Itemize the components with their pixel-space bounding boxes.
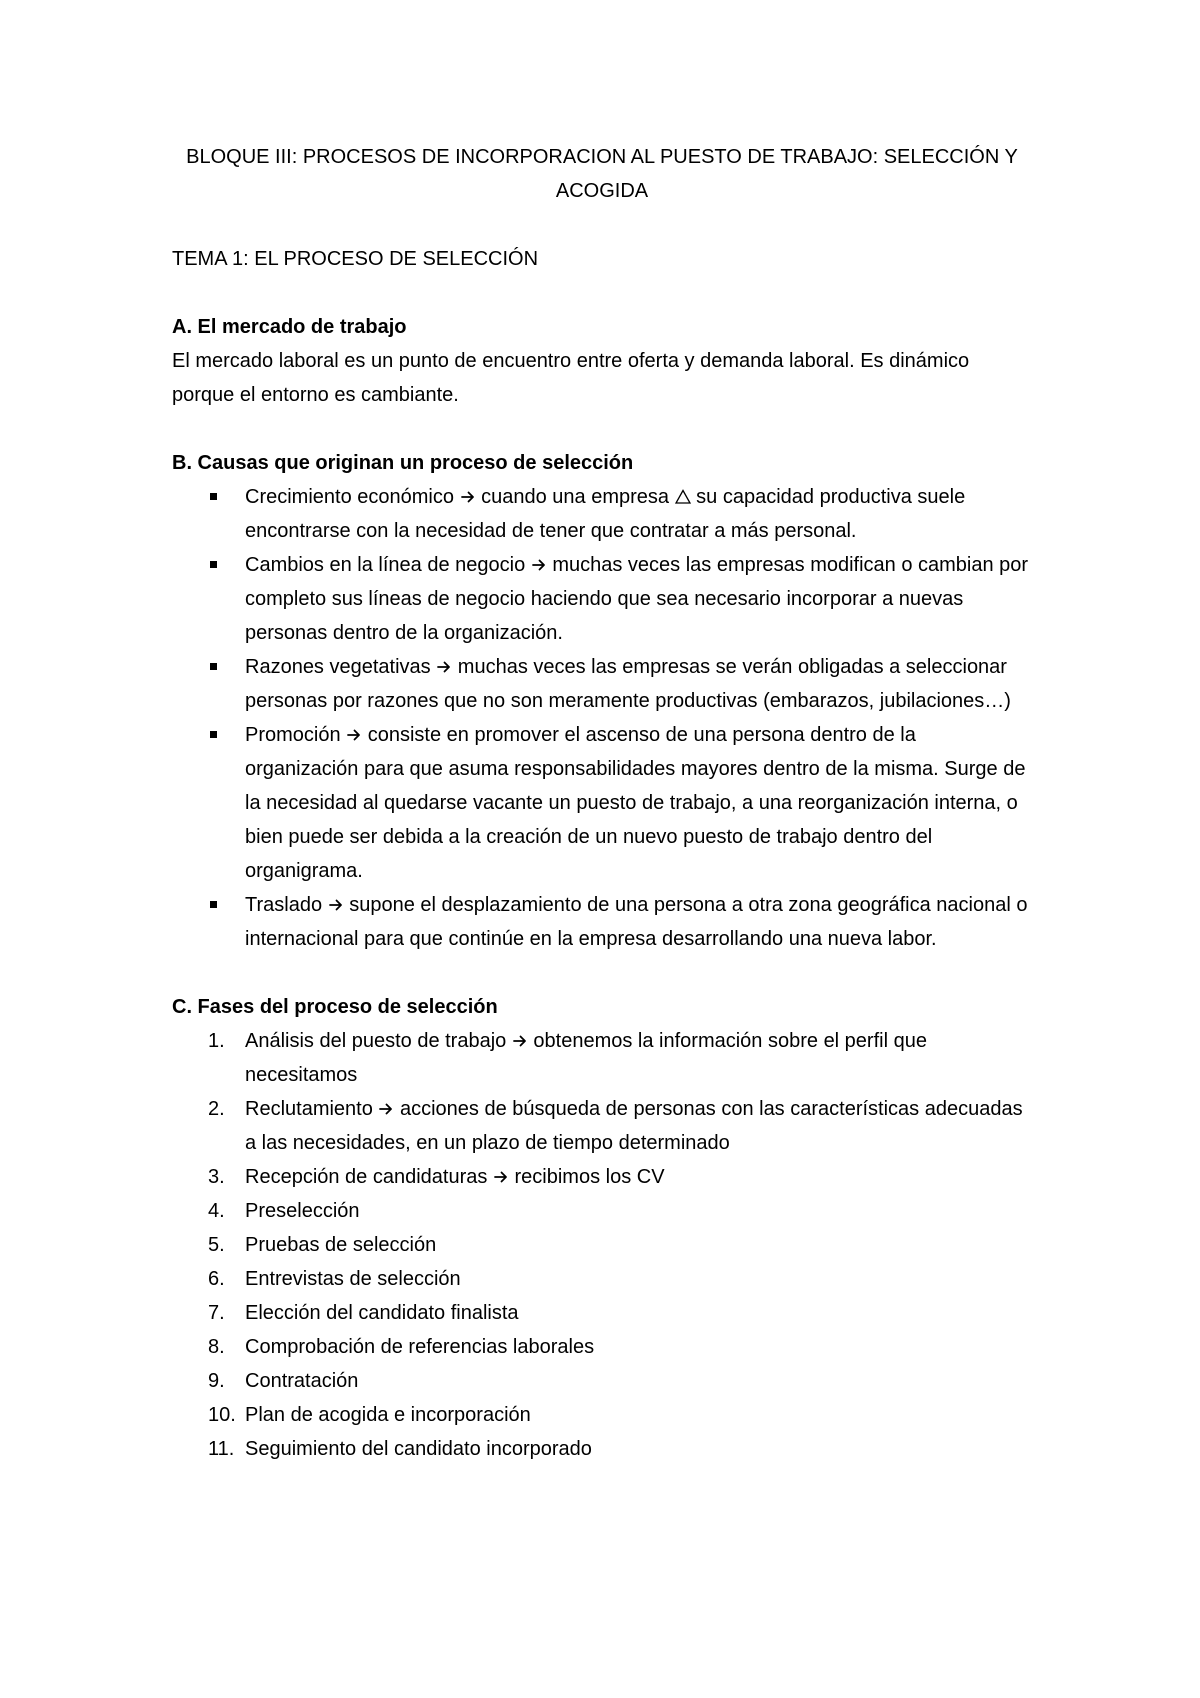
item-text: su capacidad productiva suele encontrarse con la necesidad de tener que contratar a más personal. (245, 486, 966, 542)
item-term: Reclutamiento (245, 1098, 373, 1120)
item-term: Seguimiento del candidato incorporado (245, 1438, 592, 1460)
section-c-heading: C. Fases del proceso de selección (172, 996, 498, 1018)
item-term: Comprobación de referencias laborales (245, 1336, 595, 1358)
item-term: Contratación (245, 1370, 359, 1392)
list-item (172, 1296, 1032, 1330)
item-text: supone el desplazamiento de una persona a otra zona geográfica nacional o internacional para que continúe en la empresa desarrollando una nueva labor. (245, 894, 1028, 950)
list-item (172, 480, 1032, 548)
section-a-paragraph: El mercado laboral es un punto de encuentro entre oferta y demanda laboral. Es dinámico porque el entorno es cambiante. (172, 350, 970, 406)
item-text: obtenemos la información sobre el perfil que necesitamos (245, 1030, 927, 1086)
list-item (172, 1364, 1032, 1398)
arrow-right-icon (437, 660, 451, 674)
item-term: Elección del candidato finalista (245, 1302, 519, 1324)
item-text: muchas veces las empresas se verán obligadas a seleccionar personas por razones que no son meramente productivas (embarazos, jubilaciones…) (245, 656, 1011, 712)
list-item (172, 1024, 1032, 1092)
list-item (172, 1330, 1032, 1364)
list-item (172, 1194, 1032, 1228)
section-b-heading: B. Causas que originan un proceso de selección (172, 452, 634, 474)
triangle-increase-icon (675, 489, 691, 504)
item-number: 3. (208, 1166, 225, 1188)
item-term: Promoción (245, 724, 341, 746)
tema-title: TEMA 1: EL PROCESO DE SELECCIÓN (172, 248, 539, 270)
item-number: 11. (208, 1438, 235, 1460)
document-title (172, 140, 1032, 208)
item-term: Análisis del puesto de trabajo (245, 1030, 507, 1052)
item-term: Entrevistas de selección (245, 1268, 461, 1290)
list-item (172, 1160, 1032, 1194)
square-bullet-icon (210, 493, 217, 500)
item-number: 5. (208, 1234, 225, 1256)
item-number: 1. (208, 1030, 225, 1052)
item-number: 8. (208, 1336, 225, 1358)
arrow-right-icon (513, 1034, 527, 1048)
list-item (172, 718, 1032, 888)
item-text: consiste en promover el ascenso de una persona dentro de la organización para que asuma responsabilidades mayores dentro de la misma. Surge de la necesidad al quedarse vacante un puesto de trabajo, a una reorganización interna, o bien puede ser debida a la creación de un nuevo puesto de trabajo dentro del organigrama. (245, 724, 1026, 882)
item-term: Plan de acogida e incorporación (245, 1404, 531, 1426)
item-term: Razones vegetativas (245, 656, 431, 678)
list-item (172, 650, 1032, 718)
arrow-right-icon (494, 1170, 508, 1184)
list-item (172, 1092, 1032, 1160)
phases-numbered-list (172, 1024, 1032, 1466)
item-term: Pruebas de selección (245, 1234, 437, 1256)
item-term: Traslado (245, 894, 323, 916)
list-item (172, 1228, 1032, 1262)
item-number: 10. (208, 1404, 236, 1426)
arrow-right-icon (329, 898, 343, 912)
list-item (172, 1432, 1032, 1466)
square-bullet-icon (210, 901, 217, 908)
item-number: 9. (208, 1370, 225, 1392)
section-a-heading: A. El mercado de trabajo (172, 316, 407, 338)
list-item (172, 888, 1032, 956)
document-title-line-1: BLOQUE III: PROCESOS DE INCORPORACION AL PUESTO DE TRABAJO: SELECCIÓN Y (186, 146, 1018, 168)
square-bullet-icon (210, 663, 217, 670)
list-item (172, 548, 1032, 650)
item-term: Crecimiento económico (245, 486, 454, 508)
item-text: muchas veces las empresas modifican o cambian por completo sus líneas de negocio haciendo que sea necesario incorporar a nuevas personas dentro de la organización. (245, 554, 1029, 644)
square-bullet-icon (210, 561, 217, 568)
item-text: cuando una empresa (481, 486, 670, 508)
causes-bullet-list (172, 480, 1032, 956)
item-term: Preselección (245, 1200, 360, 1222)
item-number: 7. (208, 1302, 225, 1324)
item-text: recibimos los CV (514, 1166, 665, 1188)
arrow-right-icon (379, 1102, 393, 1116)
item-term: Cambios en la línea de negocio (245, 554, 526, 576)
item-number: 6. (208, 1268, 225, 1290)
item-term: Recepción de candidaturas (245, 1166, 488, 1188)
document-content (172, 140, 1032, 1466)
document-title-line-2: ACOGIDA (555, 180, 649, 202)
item-number: 4. (208, 1200, 225, 1222)
item-text: acciones de búsqueda de personas con las características adecuadas a las necesidades, en un plazo de tiempo determinado (245, 1098, 1023, 1154)
list-item (172, 1262, 1032, 1296)
square-bullet-icon (210, 731, 217, 738)
list-item (172, 1398, 1032, 1432)
arrow-right-icon (461, 490, 475, 504)
arrow-right-icon (532, 558, 546, 572)
item-number: 2. (208, 1098, 225, 1120)
arrow-right-icon (347, 728, 361, 742)
